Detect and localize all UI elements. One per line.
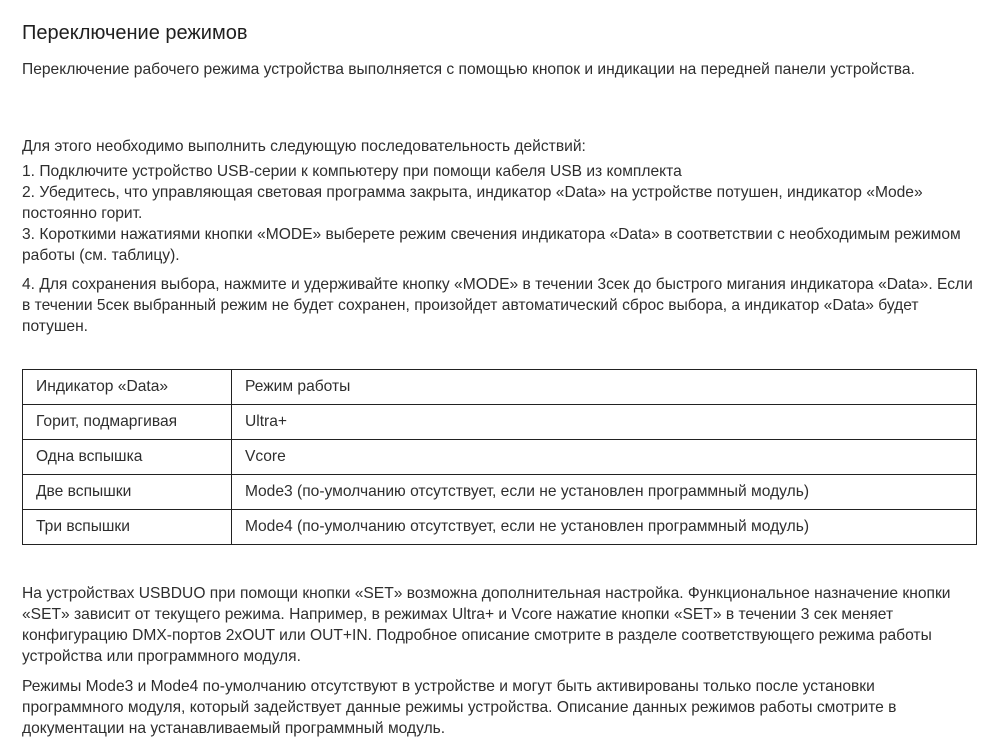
step-item: 2. Убедитесь, что управляющая световая программа закрыта, индикатор «Data» на устройстве потушен, индикатор «Mode» постоянно горит.	[22, 184, 923, 222]
mode-cell: Ultra+	[232, 405, 977, 440]
table-row	[23, 475, 977, 510]
indicator-cell: Одна вспышка	[23, 440, 232, 475]
intro-paragraph: Переключение рабочего режима устройства выполняется с помощью кнопок и индикации на передней панели устройства.	[22, 61, 915, 78]
table-row	[23, 405, 977, 440]
modes-note-paragraph: Режимы Mode3 и Mode4 по-умолчанию отсутствуют в устройстве и могут быть активированы только после установки программного модуля, который задействует данные режимы устройства. Описание данных режимов работы смотрите в документации на устанавливаемый программный модуль.	[22, 678, 897, 737]
table-row	[23, 510, 977, 545]
step-item: 3. Короткими нажатиями кнопки «MODE» выберете режим свечения индикатора «Data» в соответствии с необходимым режимом работы (см. таблицу).	[22, 226, 961, 264]
steps-lead: Для этого необходимо выполнить следующую последовательность действий:	[22, 138, 586, 155]
indicator-cell: Три вспышки	[23, 510, 232, 545]
header-mode: Режим работы	[232, 370, 977, 405]
step-item: 4. Для сохранения выбора, нажмите и удерживайте кнопку «MODE» в течении 3сек до быстрого мигания индикатора «Data». Если в течении 5сек выбранный режим не будет сохранен, произойдет автоматический сброс выбора, а индикатор «Data» будет потушен.	[22, 276, 973, 335]
mode-cell: Mode4 (по-умолчанию отсутствует, если не установлен программный модуль)	[232, 510, 977, 545]
steps-list	[22, 161, 977, 337]
table-header-row	[23, 370, 977, 405]
modes-table	[22, 369, 977, 545]
step-item: 1. Подключите устройство USB-серии к компьютеру при помощи кабеля USB из комплекта	[22, 163, 682, 180]
header-indicator: Индикатор «Data»	[23, 370, 232, 405]
indicator-cell: Две вспышки	[23, 475, 232, 510]
mode-cell: Vcore	[232, 440, 977, 475]
set-button-paragraph: На устройствах USBDUO при помощи кнопки «SET» возможна дополнительная настройка. Функциональное назначение кнопки «SET» зависит от текущего режима. Например, в режимах Ultra+ и Vcore нажатие кнопки «SET» в течении 3 сек меняет конфигурацию DMX-портов 2xOUT или OUT+IN. Подробное описание смотрите в разделе соответствующего режима работы устройства или программного модуля.	[22, 585, 951, 665]
page-title: Переключение режимов	[22, 22, 248, 44]
table-row	[23, 440, 977, 475]
mode-cell: Mode3 (по-умолчанию отсутствует, если не установлен программный модуль)	[232, 475, 977, 510]
indicator-cell: Горит, подмаргивая	[23, 405, 232, 440]
